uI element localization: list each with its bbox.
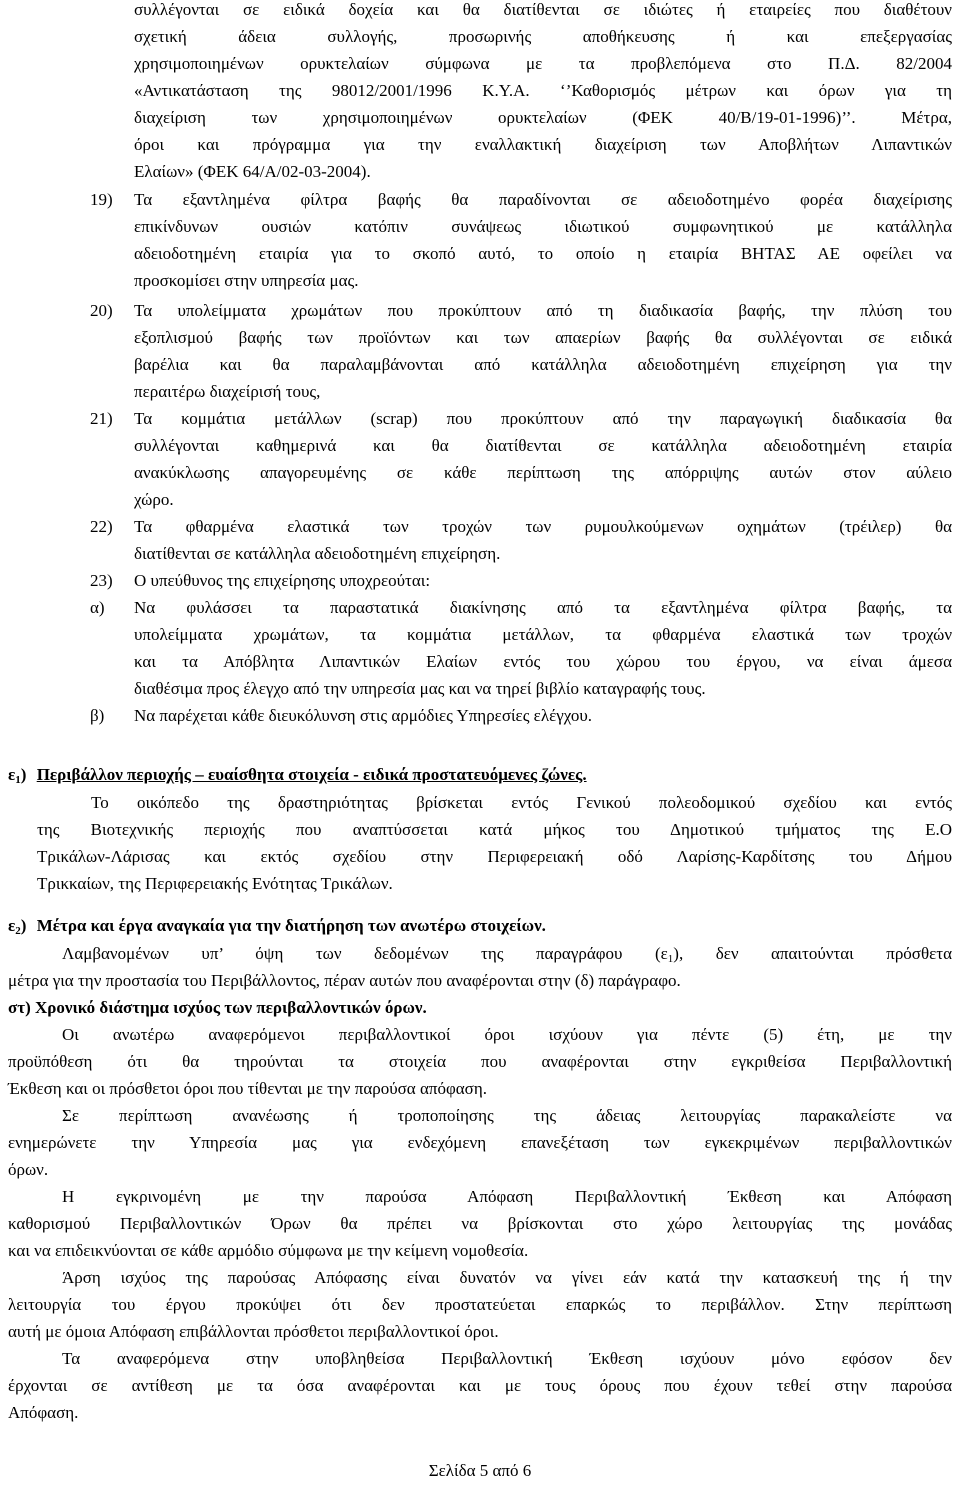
text-line: Ο υπεύθυνος της επιχείρησης υποχρεούται: (134, 571, 431, 590)
text-line: χρησιμοποιημένων ορυκτελαίων σύμφωνα με τα προβλεπόμενα στο Π.Δ. 82/2004 (134, 54, 952, 73)
section-label-sub: 1 (15, 774, 21, 786)
text-line: συλλέγονται καθημερινά και θα διατίθενται σε κατάλληλα αδειοδοτημένη εταιρία (134, 436, 952, 455)
text-line: Άρση ισχύος της παρούσας Απόφασης είναι δυνατόν να γίνει εάν κατά την κατασκευή της ή την (62, 1268, 952, 1287)
list-item-21 (134, 405, 952, 513)
text-line: προϋπόθεση ότι θα τηρούνται τα στοιχεία που αναφέρονται στην εγκριθείσα Περιβαλλοντική (8, 1052, 952, 1071)
text-line: Απόφαση. (8, 1403, 79, 1422)
text-line: περαιτέρω διαχείρισή τους, (134, 382, 321, 401)
text-line: ενημερώνετε την Υπηρεσία μας για ενδεχόμενη επανεξέταση των εγκεκριμένων περιβαλλοντικών (8, 1133, 952, 1152)
text-line: Να φυλάσσει τα παραστατικά διακίνησης από τα εξαντλημένα φίλτρα βαφής, τα (134, 598, 952, 617)
list-item-20 (134, 297, 952, 405)
section-st-body (8, 1021, 952, 1426)
text-line: και να επιδεικνύονται σε κάθε αρμόδιο σύμφωνα με την κείμενη νομοθεσία. (8, 1241, 529, 1260)
item-number: α) (90, 598, 105, 617)
text-line: της Βιοτεχνικής περιοχής που αναπτύσσεται κατά μήκος του Δημοτικού τμήματος της Ε.Ο (37, 820, 952, 839)
text-line: μέτρα για την προστασία του Περιβάλλοντος, πέραν αυτών που αναφέρονται στην (δ) παράγραφο. (8, 971, 681, 990)
text-line: αυτή με όμοια Απόφαση επιβάλλονται πρόσθετοι περιβαλλοντικοί όροι. (8, 1322, 499, 1341)
text-line: λειτουργία του έργου προκύψει ότι δεν προστατεύεται επαρκώς το περιβάλλον. Στην περίπτωση (8, 1295, 952, 1314)
text-line: σχετική άδεια συλλογής, προσωρινής αποθήκευσης ή και επεξεργασίας (134, 27, 952, 46)
section-heading: στ) Χρονικό διάστημα ισχύος των περιβαλλοντικών όρων. (8, 998, 427, 1017)
section-heading: Περιβάλλον περιοχής – ευαίσθητα στοιχεία - ειδικά προστατευόμενες ζώνες. (36, 765, 587, 784)
text-line: Ελαίων» (ΦΕΚ 64/Α/02-03-2004). (134, 162, 371, 181)
item-number: β) (90, 706, 105, 725)
page-footer (0, 1457, 960, 1484)
text-line: Τρικάλων-Λάρισας και εκτός σχεδίου στην Περιφερειακή οδό Λαρίσης-Καρδίτσης του Δήμου (37, 847, 952, 866)
section-label-suffix: ) (20, 916, 27, 935)
text-line: όροι και πρόγραμμα για την εναλλακτική διαχείριση των Αποβλήτων Λιπαντικών (134, 135, 952, 154)
text-line: υπολείμματα χρωμάτων, τα κομμάτια μετάλλων, τα φθαρμένα ελαστικά των τροχών (134, 625, 952, 644)
section-label: ε (8, 916, 16, 935)
text-line: Το οικόπεδο της δραστηριότητας βρίσκεται εντός Γενικού πολεοδομικού σχεδίου και εντός (91, 793, 952, 812)
list-item-23 (134, 567, 952, 594)
text-line: εξοπλισμού βαφής των προϊόντων και των απαερίων βαφής θα συλλέγονται σε ειδικά (134, 328, 952, 347)
text-line: Να παρέχεται κάθε διευκόλυνση στις αρμόδιες Υπηρεσίες ελέγχου. (134, 706, 593, 725)
item-number: 23) (90, 571, 113, 590)
section-label-sub: 2 (15, 925, 21, 937)
text-line: Σε περίπτωση ανανέωσης ή τροποποίησης της άδειας λειτουργίας παρακαλείστε να (62, 1106, 952, 1125)
list-item-b (134, 702, 952, 729)
text-line: διατίθενται σε κατάλληλα αδειοδοτημένη επιχείρηση. (134, 544, 501, 563)
text-line: Τα εξαντλημένα φίλτρα βαφής θα παραδίνονται σε αδειοδοτημένο φορέα διαχείρισης (134, 190, 952, 209)
section-st-heading (8, 994, 952, 1021)
text-line: Η εγκρινομένη με την παρούσα Απόφαση Περιβαλλοντική Έκθεση και Απόφαση (62, 1187, 952, 1206)
text-line: καθορισμού Περιβαλλοντικών Όρων θα πρέπει να βρίσκονται στο χώρο λειτουργίας της μονάδας (8, 1214, 952, 1233)
text-line: όρων. (8, 1160, 49, 1179)
text-line: διαθέσιμα προς έλεγχο από την υπηρεσία μας και να τηρεί βιβλίο καταγραφής τους. (134, 679, 706, 698)
section-label-suffix: ) (20, 765, 27, 784)
item-number: 20) (90, 301, 113, 320)
text-line: «Αντικατάσταση της 98012/2001/1996 Κ.Υ.Α. ‘’Καθορισμός μέτρων και όρων για τη (134, 81, 952, 100)
text-line: έρχονται σε αντίθεση με τα όσα αναφέρονται και με τους όρους που έχουν τεθεί στην παρούσα (8, 1376, 952, 1395)
text-line: Λαμβανομένων υπ’ όψη των δεδομένων της παραγράφου $(\varepsilon_1)$, δεν απαιτούνται πρόσθετα (62, 944, 952, 965)
text-line: Έκθεση και οι πρόσθετοι όροι που τίθενται με την παρούσα απόφαση. (8, 1079, 487, 1098)
text-line: Τα κομμάτια μετάλλων (scrap) που προκύπτουν από την παραγωγική διαδικασία θα (134, 409, 952, 428)
text-line: επικίνδυνων ουσιών κατόπιν συνάψεως ιδιωτικού συμφωνητικού με κατάλληλα (134, 217, 952, 236)
list-item-a (134, 594, 952, 702)
intro-paragraph (134, 0, 952, 185)
page-number: Σελίδα 5 από 6 (428, 1461, 532, 1480)
item-number: 21) (90, 409, 113, 428)
text-line: διαχείριση των χρησιμοποιημένων ορυκτελαίων (ΦΕΚ 40/Β/19-01-1996)’’. Μέτρα, (134, 108, 952, 127)
text-line: Τρικκαίων, της Περιφερειακής Ενότητας Τρικάλων. (37, 874, 393, 893)
text-line: και τα Απόβλητα Λιπαντικών Ελαίων εντός του χώρου του έργου, να είναι άμεσα (134, 652, 952, 671)
text-line: ανακύκλωσης απαγορευμένης σε κάθε περίπτωση της απόρριψης αυτών στον αύλειο (134, 463, 952, 482)
text-line: αδειοδοτημένη εταιρία για το σκοπό αυτό, το οποίο η εταιρία ΒΗΤΑΣ ΑΕ οφείλει να (134, 244, 952, 263)
text-line: Τα αναφερόμενα στην υποβληθείσα Περιβαλλοντική Έκθεση ισχύουν μόνο εφόσον δεν (62, 1349, 952, 1368)
text-line: Τα υπολείμματα χρωμάτων που προκύπτουν από τη διαδικασία βαφής, την πλύση του (134, 301, 952, 320)
text-line: προσκομίσει στην υπηρεσία μας. (134, 271, 359, 290)
section-heading: Μέτρα και έργα αναγκαία για την διατήρηση των ανωτέρω στοιχείων. (36, 916, 546, 935)
item-number: 22) (90, 517, 113, 536)
item-number: 19) (90, 190, 113, 209)
text-line: χώρο. (134, 490, 174, 509)
list-item-19 (134, 186, 952, 294)
text-line: βαρέλια και θα παραλαμβάνονται από κατάλληλα αδειοδοτημένη επιχείρηση για την (134, 355, 952, 374)
text-line: συλλέγονται σε ειδικά δοχεία και θα διατίθενται σε ιδιώτες ή εταιρείες που διαθέτουν (134, 0, 952, 19)
section-label: ε (8, 765, 16, 784)
list-item-22 (134, 513, 952, 567)
text-line: Τα φθαρμένα ελαστικά των τροχών των ρυμουλκούμενων οχημάτων (τρέιλερ) θα (134, 517, 952, 536)
text-line: Οι ανωτέρω αναφερόμενοι περιβαλλοντικοί όροι ισχύουν για πέντε (5) έτη, με την (62, 1025, 952, 1044)
section-e2-body (8, 940, 952, 994)
section-e1-body (37, 789, 952, 897)
